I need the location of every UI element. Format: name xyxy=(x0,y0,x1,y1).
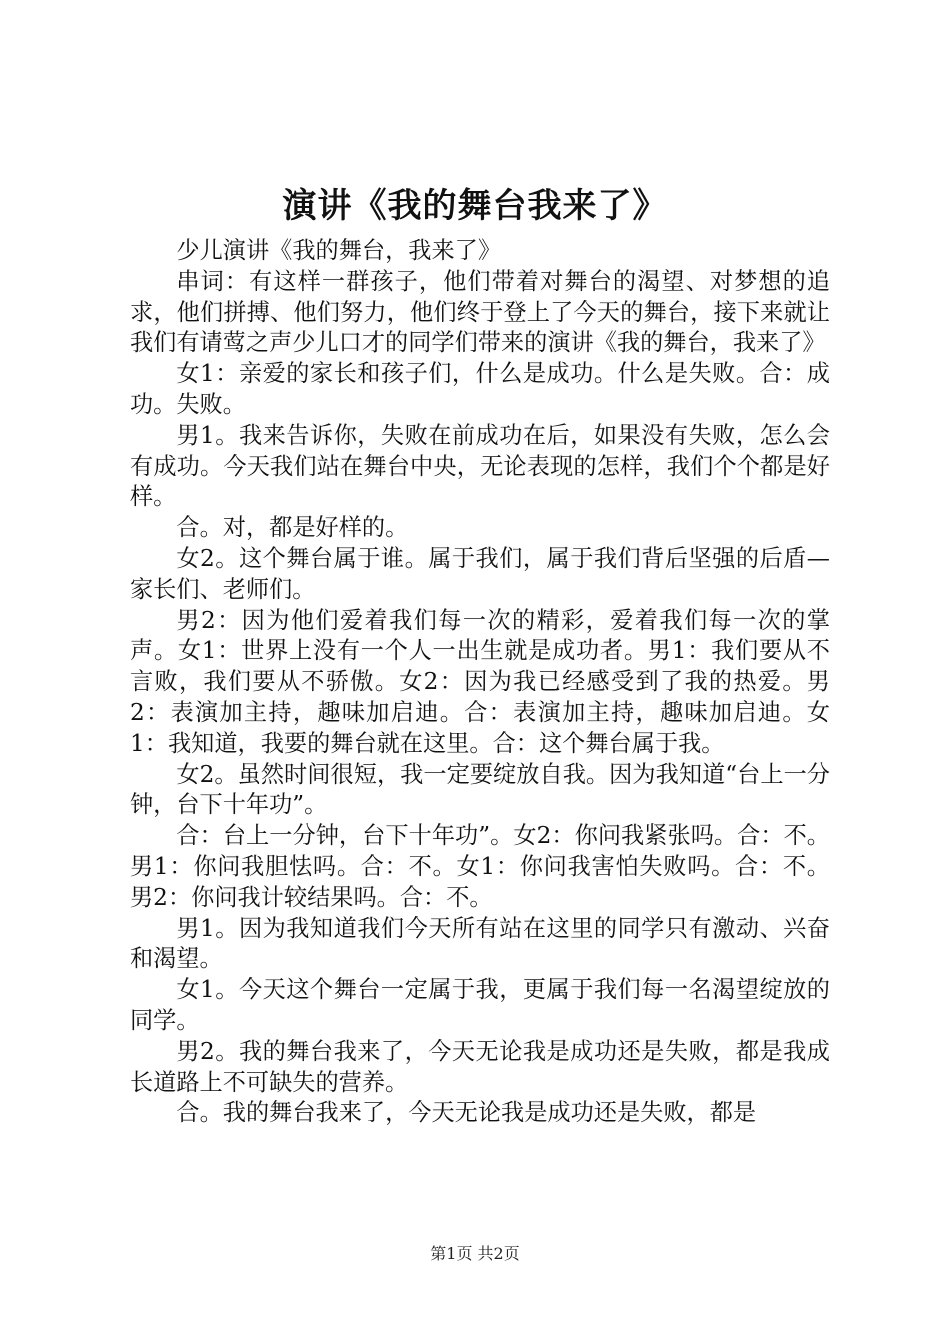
document-body xyxy=(130,236,830,1129)
paragraph-3: 女1：亲爱的家长和孩子们，什么是成功。什么是失败。合：成功。失败。 xyxy=(130,360,830,418)
paragraph-6: 女2。这个舞台属于谁。属于我们，属于我们背后坚强的后盾—家长们、老师们。 xyxy=(130,544,830,603)
paragraph-4: 男1。我来告诉你，失败在前成功在后，如果没有失败，怎么会有成功。今天我们站在舞台中央，无论表现的怎样，我们个个都是好样。 xyxy=(130,421,830,511)
paragraph-13: 合。我的舞台我来了，今天无论我是成功还是失败，都是 xyxy=(176,1099,757,1127)
paragraph-11: 女1。今天这个舞台一定属于我，更属于我们每一名渴望绽放的同学。 xyxy=(130,976,830,1034)
paragraph-10: 男1。因为我知道我们今天所有站在这里的同学只有激动、兴奋和渴望。 xyxy=(130,914,830,973)
paragraph-9: 合：台上一分钟，台下十年功”。女2：你问我紧张吗。合：不。男1：你问我胆怯吗。合：不。女1：你问我害怕失败吗。合：不。男2：你问我计较结果吗。合：不。 xyxy=(130,822,830,911)
paragraph-12: 男2。我的舞台我来了，今天无论我是成功还是失败，都是我成长道路上不可缺失的营养。 xyxy=(130,1037,830,1096)
document-title: 演讲《我的舞台我来了》 xyxy=(282,186,668,226)
paragraph-2: 串词：有这样一群孩子，他们带着对舞台的渴望、对梦想的追求，他们拼搏、他们努力，他们终于登上了今天的舞台，接下来就让我们有请莺之声少儿口才的同学们带来的演讲《我的舞台，我来了》 xyxy=(130,267,830,357)
paragraph-7: 男2：因为他们爱着我们每一次的精彩，爱着我们每一次的掌声。女1：世界上没有一个人一出生就是成功者。男1：我们要从不言败，我们要从不骄傲。女2：因为我已经感受到了我的热爱。男2：表演加主持，趣味加启迪。合：表演加主持，趣味加启迪。女1：我知道，我要的舞台就在这里。合：这个舞台属于我。 xyxy=(130,606,830,757)
page-footer: 第1页 共2页 xyxy=(430,1244,520,1263)
paragraph-8: 女2。虽然时间很短，我一定要绽放自我。因为我知道“台上一分钟，台下十年功”。 xyxy=(130,760,830,819)
paragraph-1: 少儿演讲《我的舞台，我来了》 xyxy=(176,237,502,264)
paragraph-5: 合。对，都是好样的。 xyxy=(176,514,409,542)
